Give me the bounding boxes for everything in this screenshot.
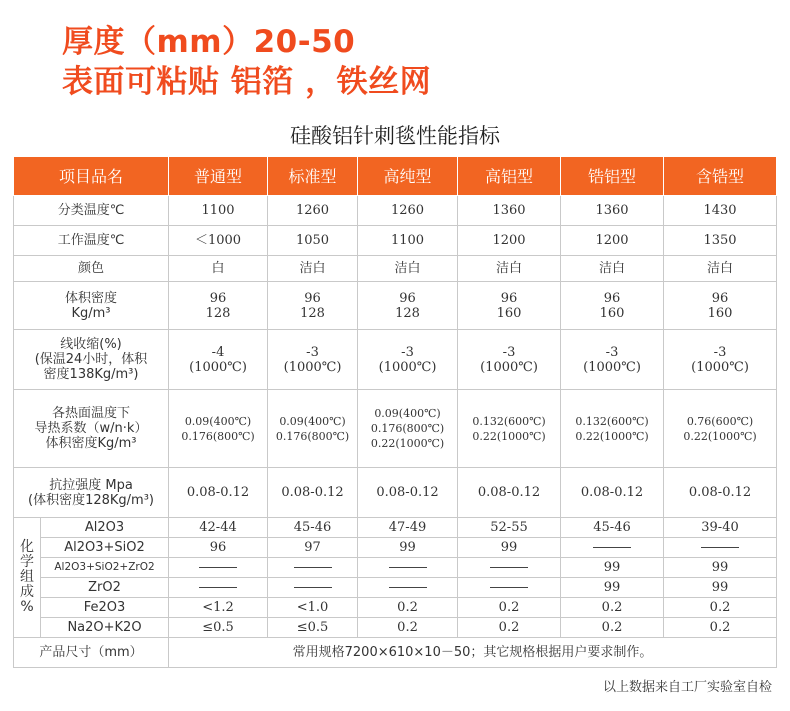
dash-mark <box>389 567 427 569</box>
row-label <box>14 330 169 390</box>
chem-value: 99 <box>561 558 664 578</box>
dash-mark <box>593 547 631 549</box>
value-cell <box>358 390 458 468</box>
value-cell: 1100 <box>358 226 458 256</box>
chem-value: 0.2 <box>664 618 777 638</box>
value-cell: 0.08-0.12 <box>561 468 664 518</box>
cell-line: -4 <box>211 344 225 360</box>
column-header-type: 普通型 <box>169 157 268 196</box>
size-value: 常用规格7200×610×10－50；其它规格根据用户要求制作。 <box>169 638 777 668</box>
chem-side-char: 化 <box>20 539 34 555</box>
value-cell: 1260 <box>358 196 458 226</box>
value-cell: 白 <box>169 256 268 282</box>
cell-line: 0.22(1000℃) <box>370 437 445 450</box>
value-cell: 0.08-0.12 <box>358 468 458 518</box>
chem-value: 97 <box>268 538 358 558</box>
value-cell: 0.08-0.12 <box>169 468 268 518</box>
dash-mark <box>490 567 528 569</box>
cell-line: 160 <box>496 305 522 321</box>
chem-value: 45-46 <box>268 518 358 538</box>
value-cell: 1350 <box>664 226 777 256</box>
value-cell: 1260 <box>268 196 358 226</box>
chem-value: 47-49 <box>358 518 458 538</box>
chem-value <box>169 558 268 578</box>
cell-line: -3 <box>605 344 619 360</box>
chem-value: 39-40 <box>664 518 777 538</box>
cell-line: (1000℃) <box>583 359 641 375</box>
cell-line: (1000℃) <box>480 359 538 375</box>
cell-line: 抗拉强度 Mpa <box>49 477 133 493</box>
value-cell <box>358 330 458 390</box>
value-cell <box>561 330 664 390</box>
column-header-type: 高铝型 <box>458 157 561 196</box>
cell-line: 0.22(1000℃) <box>575 429 649 443</box>
column-header-type: 含锆型 <box>664 157 777 196</box>
cell-line: 线收缩(%) <box>60 337 122 352</box>
chem-label: Na2O+K2O <box>41 618 169 638</box>
cell-line: 160 <box>707 305 733 321</box>
cell-line: 96 <box>209 290 227 306</box>
chem-value <box>458 578 561 598</box>
value-cell: 0.08-0.12 <box>458 468 561 518</box>
value-cell <box>458 390 561 468</box>
cell-line: Kg/m³ <box>71 305 111 321</box>
chem-value: 45-46 <box>561 518 664 538</box>
chem-value: 0.2 <box>458 598 561 618</box>
cell-line: 96 <box>711 290 729 306</box>
table-row <box>14 196 777 226</box>
dash-mark <box>701 547 739 549</box>
table-row <box>14 226 777 256</box>
value-cell: ＜1000 <box>169 226 268 256</box>
dash-mark <box>389 587 427 589</box>
row-label: 颜色 <box>14 256 169 282</box>
spec-table <box>13 156 777 668</box>
cell-line: 128 <box>395 305 420 321</box>
row-label <box>14 390 169 468</box>
cell-line: 0.132(600℃) <box>472 414 546 428</box>
cell-line: 96 <box>399 290 416 306</box>
cell-line: (1000℃) <box>378 359 437 375</box>
chem-value: 99 <box>664 558 777 578</box>
table-title: 硅酸铝针刺毯性能指标 <box>290 124 500 148</box>
value-cell: 1200 <box>458 226 561 256</box>
value-cell <box>561 390 664 468</box>
dash-mark <box>199 567 237 569</box>
value-cell: 洁白 <box>358 256 458 282</box>
chem-value: 0.2 <box>358 598 458 618</box>
chem-value: 96 <box>169 538 268 558</box>
chem-value: 99 <box>664 578 777 598</box>
table-row <box>14 638 777 668</box>
chem-label: Fe2O3 <box>41 598 169 618</box>
value-cell <box>561 282 664 330</box>
chem-value: 42-44 <box>169 518 268 538</box>
cell-line: 160 <box>599 305 625 321</box>
cell-line: 0.09(400℃) <box>279 414 346 428</box>
value-cell <box>458 330 561 390</box>
chem-value: 99 <box>358 538 458 558</box>
cell-line: 体积密度Kg/m³ <box>45 436 137 451</box>
row-label: 分类温度℃ <box>14 196 169 226</box>
cell-line: -3 <box>306 344 319 360</box>
chem-side-char: 组 <box>20 569 34 585</box>
chem-label: Al2O3+SiO2 <box>41 538 169 558</box>
cell-line: 128 <box>300 305 325 321</box>
cell-line: 0.09(400℃) <box>374 407 441 420</box>
value-cell <box>169 390 268 468</box>
row-label: 产品尺寸（mm） <box>14 638 169 668</box>
chem-row <box>14 618 777 638</box>
cell-line: -3 <box>502 344 516 360</box>
cell-line: 0.132(600℃) <box>575 414 649 428</box>
value-cell <box>664 282 777 330</box>
cell-line: 0.09(400℃) <box>184 414 252 428</box>
dash-mark <box>199 587 237 589</box>
chem-value <box>358 578 458 598</box>
chem-value <box>358 558 458 578</box>
table-row <box>14 330 777 390</box>
chem-row <box>14 518 777 538</box>
cell-line: (1000℃) <box>189 359 247 375</box>
value-cell: 1360 <box>458 196 561 226</box>
chem-value <box>458 558 561 578</box>
chem-value: 0.2 <box>664 598 777 618</box>
cell-line: 导热系数（w/n·k） <box>34 421 148 436</box>
value-cell <box>169 282 268 330</box>
value-cell: 洁白 <box>664 256 777 282</box>
chem-label: Al2O3+SiO2+ZrO2 <box>41 558 169 578</box>
table-row <box>14 256 777 282</box>
value-cell: 1430 <box>664 196 777 226</box>
value-cell: 洁白 <box>458 256 561 282</box>
cell-line: (保温24小时，体积 <box>34 352 148 367</box>
chem-value: 0.2 <box>458 618 561 638</box>
chem-side-char: 学 <box>20 554 34 570</box>
dash-mark <box>294 567 332 569</box>
cell-line: 0.22(1000℃) <box>472 429 546 443</box>
value-cell <box>268 330 358 390</box>
cell-line: 0.76(600℃) <box>686 414 754 428</box>
chem-value: 99 <box>561 578 664 598</box>
cell-line: 0.176(800℃) <box>181 429 255 443</box>
column-header-type: 标准型 <box>268 157 358 196</box>
chem-label: ZrO2 <box>41 578 169 598</box>
chem-row <box>14 538 777 558</box>
value-cell <box>358 282 458 330</box>
chem-value: <1.2 <box>169 598 268 618</box>
value-cell <box>268 282 358 330</box>
cell-line: 0.176(800℃) <box>275 429 350 443</box>
headline-thickness: 厚度（mm）20-50 <box>62 24 356 60</box>
value-cell <box>268 390 358 468</box>
table-row <box>14 390 777 468</box>
chem-side-label <box>14 518 41 638</box>
value-cell <box>664 330 777 390</box>
chem-side-char: % <box>20 599 34 615</box>
cell-line: (1000℃) <box>691 359 749 375</box>
value-cell <box>664 390 777 468</box>
chem-value: ≤0.5 <box>169 618 268 638</box>
row-label <box>14 282 169 330</box>
value-cell <box>169 330 268 390</box>
chem-side-char: 成 <box>20 584 34 600</box>
chem-value <box>169 578 268 598</box>
table-row <box>14 468 777 518</box>
cell-line: 密度138Kg/m³) <box>43 367 139 382</box>
headline-surface: 表面可粘贴 铝箔 ，铁丝网 <box>62 64 432 100</box>
value-cell: 洁白 <box>268 256 358 282</box>
chem-value <box>268 558 358 578</box>
value-cell: 1100 <box>169 196 268 226</box>
chem-row <box>14 578 777 598</box>
chem-value <box>268 578 358 598</box>
chem-row <box>14 558 777 578</box>
cell-line: 96 <box>304 290 321 306</box>
row-label <box>14 468 169 518</box>
column-header-item: 项目品名 <box>14 157 169 196</box>
value-cell: 1360 <box>561 196 664 226</box>
cell-line: (1000℃) <box>283 359 342 375</box>
value-cell <box>458 282 561 330</box>
chem-value: 0.2 <box>561 618 664 638</box>
cell-line: -3 <box>713 344 727 360</box>
chem-value: ≤0.5 <box>268 618 358 638</box>
table-row <box>14 282 777 330</box>
chem-value <box>664 538 777 558</box>
value-cell: 1200 <box>561 226 664 256</box>
cell-line: 96 <box>603 290 621 306</box>
cell-line: 各热面温度下 <box>52 406 131 421</box>
column-header-type: 高纯型 <box>358 157 458 196</box>
dash-mark <box>490 587 528 589</box>
cell-line: -3 <box>401 344 414 360</box>
column-header-type: 锆铝型 <box>561 157 664 196</box>
chem-value: 0.2 <box>561 598 664 618</box>
value-cell: 洁白 <box>561 256 664 282</box>
cell-line: 0.176(800℃) <box>370 422 445 435</box>
chem-row <box>14 598 777 618</box>
chem-value: 52-55 <box>458 518 561 538</box>
row-label: 工作温度℃ <box>14 226 169 256</box>
cell-line: 体积密度 <box>65 290 118 306</box>
cell-line: (体积密度128Kg/m³) <box>28 492 154 508</box>
headline <box>62 22 431 102</box>
dash-mark <box>294 587 332 589</box>
cell-line: 0.22(1000℃) <box>683 429 757 443</box>
value-cell: 0.08-0.12 <box>268 468 358 518</box>
chem-value: <1.0 <box>268 598 358 618</box>
cell-line: 96 <box>500 290 518 306</box>
table-header-row <box>14 157 777 196</box>
value-cell: 1050 <box>268 226 358 256</box>
cell-line: 128 <box>205 305 231 321</box>
value-cell: 0.08-0.12 <box>664 468 777 518</box>
chem-label: Al2O3 <box>41 518 169 538</box>
chem-value <box>561 538 664 558</box>
footer-note: 以上数据来自工厂实验室自检 <box>602 680 772 695</box>
chem-value: 99 <box>458 538 561 558</box>
chem-value: 0.2 <box>358 618 458 638</box>
